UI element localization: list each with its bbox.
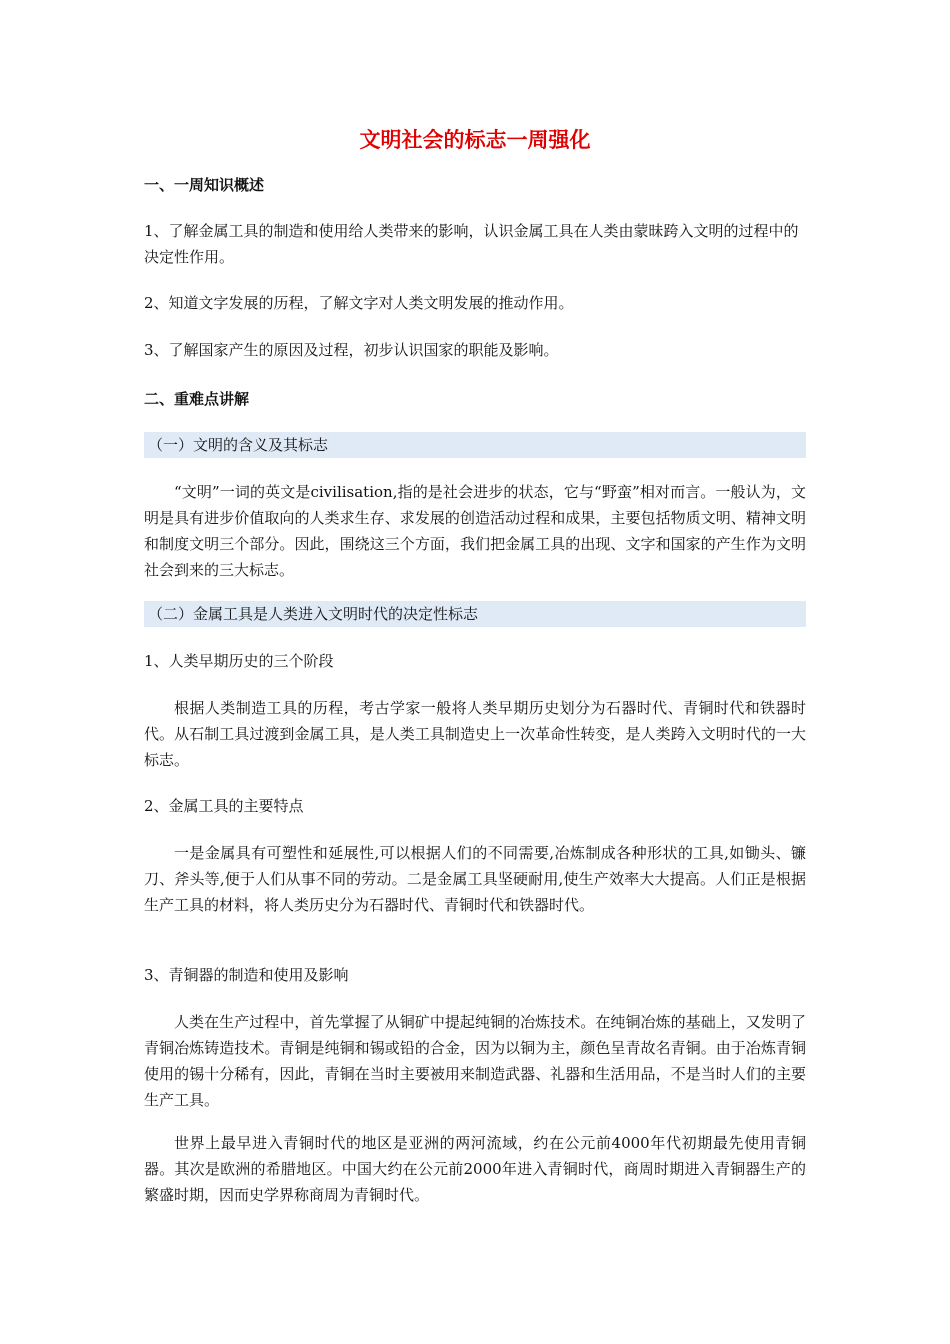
overview-item-3: 3、了解国家产生的原因及过程，初步认识国家的职能及影响。 (144, 341, 559, 359)
point-title-bronze: 3、青铜器的制造和使用及影响 (144, 966, 349, 984)
section-heading-overview: 一、一周知识概述 (144, 176, 265, 194)
subsection-bar-civilization-meaning: （一）文明的含义及其标志 (144, 432, 806, 458)
paragraph-bronze-1: 人类在生产过程中，首先掌握了从铜矿中提起纯铜的冶炼技术。在纯铜冶炼的基础上，又发明了青铜冶炼铸造技术。青铜是纯铜和锡或铅的合金，因为以铜为主，颜色呈青故名青铜。由于冶炼青铜使用的锡十分稀有，因此，青铜在当时主要被用来制造武器、礼器和生活用品，不是当时人们的主要生产工具。 (144, 1013, 806, 1109)
paragraph-civilization-meaning: “文明”一词的英文是civilisation,指的是社会进步的状态，它与“野蛮”相对而言。一般认为，文明是具有进步价值取向的人类求生存、求发展的创造活动过程和成果，主要包括物质文明、精神文明和制度文明三个部分。因此，围绕这三个方面，我们把金属工具的出现、文字和国家的产生作为文明社会到来的三大标志。 (144, 483, 806, 579)
paragraph-bronze-2: 世界上最早进入青铜时代的地区是亚洲的两河流域，约在公元前4000年代初期最先使用青铜器。其次是欧洲的希腊地区。中国大约在公元前2000年进入青铜时代，商周时期进入青铜器生产的繁盛时期，因而史学界称商周为青铜时代。 (144, 1134, 806, 1204)
overview-item-1: 1、了解金属工具的制造和使用给人类带来的影响，认识金属工具在人类由蒙昧跨入文明的过程中的决定性作用。 (144, 222, 799, 266)
paragraph-metal-features: 一是金属具有可塑性和延展性,可以根据人们的不同需要,冶炼制成各种形状的工具,如锄头、镰刀、斧头等,便于人们从事不同的劳动。二是金属工具坚硬耐用,使生产效率大大提高。人们正是根据生产工具的材料，将人类历史分为石器时代、青铜时代和铁器时代。 (144, 844, 806, 914)
section-heading-key-points: 二、重难点讲解 (144, 390, 250, 408)
overview-item-2: 2、知道文字发展的历程，了解文字对人类文明发展的推动作用。 (144, 294, 574, 312)
subsection-bar-metal-tools: （二）金属工具是人类进入文明时代的决定性标志 (144, 601, 806, 627)
point-title-three-stages: 1、人类早期历史的三个阶段 (144, 652, 334, 670)
document-title: 文明社会的标志一周强化 (359, 128, 591, 152)
point-title-metal-features: 2、金属工具的主要特点 (144, 797, 304, 815)
paragraph-three-stages: 根据人类制造工具的历程，考古学家一般将人类早期历史划分为石器时代、青铜时代和铁器时代。从石制工具过渡到金属工具，是人类工具制造史上一次革命性转变，是人类跨入文明时代的一大标志。 (144, 699, 806, 769)
